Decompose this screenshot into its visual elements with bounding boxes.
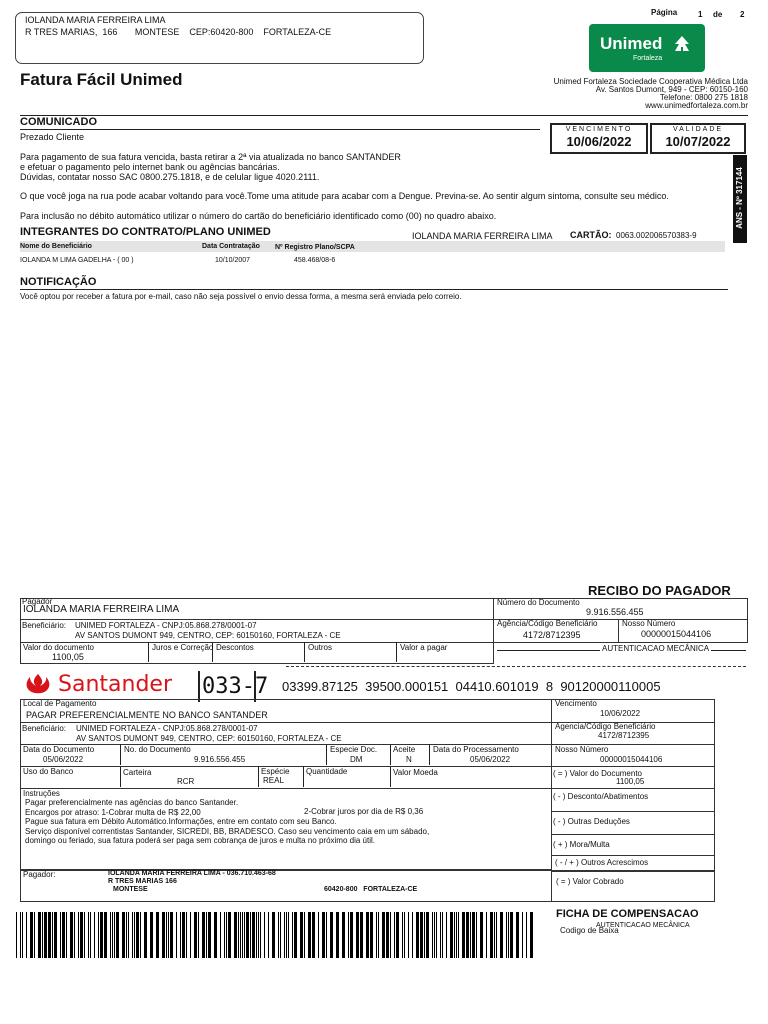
logo-text: Unimed bbox=[600, 34, 663, 53]
barcode-bar bbox=[480, 912, 483, 958]
barcode-bar bbox=[150, 912, 153, 958]
barcode-bar bbox=[208, 912, 211, 958]
comunicado-underline bbox=[20, 129, 540, 130]
barcode-bar bbox=[330, 912, 333, 958]
barcode-bar bbox=[206, 912, 207, 958]
pagador-label: Pagador: bbox=[23, 870, 56, 879]
barcode-bar bbox=[34, 912, 35, 958]
barcode-bar bbox=[326, 912, 327, 958]
barcode-bar bbox=[176, 912, 177, 958]
addressee-address: R TRES MARIAS, 166 MONTESE CEP:60420-800 FORTALEZA-CE bbox=[25, 27, 332, 37]
barcode-bar bbox=[396, 912, 399, 958]
barcode-bar bbox=[16, 912, 17, 958]
integrantes-header-bar bbox=[20, 241, 725, 252]
especie-label: Especie Doc. bbox=[330, 745, 378, 754]
recibo-juros-label: Juros e Correção bbox=[152, 643, 214, 652]
pagador-box bbox=[20, 870, 552, 902]
carteira-value: RCR bbox=[177, 777, 195, 786]
barcode-bar bbox=[226, 912, 227, 958]
barcode-bar bbox=[202, 912, 205, 958]
notificacao-text: Você optou por receber a fatura por e-mail, caso não seja possível o envio dessa forma, a mesma será enviada pelo correio. bbox=[20, 292, 462, 301]
agencia-value: 4172/8712395 bbox=[598, 731, 650, 740]
barcode-bar bbox=[182, 912, 185, 958]
dataproc-value: 05/06/2022 bbox=[470, 755, 511, 764]
barcode-bar bbox=[22, 912, 23, 958]
barcode-bar bbox=[144, 912, 147, 958]
barcode-bar bbox=[198, 912, 199, 958]
barcode-bar bbox=[98, 912, 99, 958]
especie2-label: Espécie bbox=[261, 767, 290, 776]
barcode-bar bbox=[500, 912, 503, 958]
comunicado-greeting: Prezado Cliente bbox=[20, 132, 85, 142]
santander-wordmark: Santander bbox=[58, 672, 172, 697]
vencimento-date: 10/06/2022 bbox=[566, 134, 632, 149]
barcode-bar bbox=[180, 912, 181, 958]
header-divider bbox=[20, 115, 748, 116]
barcode-bar bbox=[38, 912, 41, 958]
recibo-valor: 1100,05 bbox=[52, 652, 84, 662]
barcode-bar bbox=[436, 912, 437, 958]
barcode-bar bbox=[510, 912, 513, 958]
row-divider bbox=[120, 744, 121, 765]
codigo-baixa: Codigo de Baixa bbox=[560, 926, 619, 935]
barcode-bar bbox=[128, 912, 129, 958]
barcode-bar bbox=[238, 912, 239, 958]
recibo-agencia: 4172/8712395 bbox=[523, 630, 581, 640]
barcode-bar bbox=[408, 912, 409, 958]
row-divider bbox=[390, 744, 391, 765]
pagador-line3b: 60420-800 FORTALEZA-CE bbox=[324, 886, 418, 893]
barcode-bar bbox=[300, 912, 303, 958]
barcode-bar bbox=[168, 912, 169, 958]
barcode-bar bbox=[250, 912, 251, 958]
card-number: 0063.002006570383-9 bbox=[616, 231, 697, 240]
uso-label: Uso do Banco bbox=[23, 767, 74, 776]
cobrado-box bbox=[551, 870, 715, 902]
barcode-bar bbox=[386, 912, 389, 958]
recibo-valor-label: Valor do documento bbox=[23, 643, 95, 652]
linha-digitavel: 03399.87125 39500.000151 04410.601019 8 90120000110005 bbox=[282, 679, 661, 694]
barcode-bar bbox=[402, 912, 403, 958]
santander-flame-icon bbox=[22, 672, 54, 698]
ans-badge bbox=[733, 155, 747, 243]
barcode-bar bbox=[136, 912, 139, 958]
barcode-bar bbox=[110, 912, 111, 958]
recibo-autenticacao: AUTENTICACAO MECÂNICA bbox=[602, 644, 710, 653]
barcode-bar bbox=[370, 912, 373, 958]
barcode-bar bbox=[440, 912, 441, 958]
barcode bbox=[16, 912, 536, 958]
validade-box bbox=[650, 123, 746, 154]
outros-acr-label: ( - / + ) Outros Acrescimos bbox=[555, 858, 649, 867]
barcode-bar bbox=[20, 912, 21, 958]
barcode-bar bbox=[416, 912, 419, 958]
barcode-bar bbox=[278, 912, 279, 958]
barcode-bar bbox=[404, 912, 405, 958]
instrucao-juros: 2-Cobrar juros por dia de R$ 0,36 bbox=[304, 807, 424, 816]
bank-code: 033-7 bbox=[202, 674, 269, 699]
venc-value: 10/06/2022 bbox=[600, 709, 641, 718]
barcode-bar bbox=[234, 912, 237, 958]
comunicado-p2: O que você joga na rua pode acabar voltando para você.Tome uma atitude para acabar com a Dengue. Previna-se. Ao sentir algum sintoma, consulte seu médico. bbox=[20, 191, 669, 201]
recibo-title: RECIBO DO PAGADOR bbox=[588, 583, 731, 598]
barcode-bar bbox=[288, 912, 289, 958]
barcode-bar bbox=[114, 912, 115, 958]
instrucao-line: Pague sua fatura em Débito Automático.Informações, entre em contato com seu Banco. bbox=[25, 817, 337, 826]
logo-divider bbox=[198, 671, 200, 702]
benef-line1: UNIMED FORTALEZA - CNPJ:05.868.278/0001-07 bbox=[76, 724, 258, 733]
logo-sub: Fortaleza bbox=[633, 55, 663, 62]
barcode-bar bbox=[112, 912, 113, 958]
barcode-bar bbox=[242, 912, 243, 958]
row-divider bbox=[303, 766, 304, 787]
barcode-bar bbox=[252, 912, 255, 958]
comunicado-p1-line: Para pagamento de sua fatura vencida, basta retirar a 2ª via atualizada no banco SANTANDER bbox=[20, 152, 401, 162]
barcode-bar bbox=[308, 912, 311, 958]
barcode-bar bbox=[140, 912, 141, 958]
addressee-name: IOLANDA MARIA FERREIRA LIMA bbox=[25, 15, 166, 25]
dataproc-label: Data do Processamento bbox=[433, 745, 519, 754]
comunicado-p1-line: Dúvidas, contatar nosso SAC 0800.275.1818, e de celular ligue 4020.2111. bbox=[20, 172, 320, 182]
barcode-bar bbox=[382, 912, 385, 958]
barcode-bar bbox=[508, 912, 509, 958]
page-total: 2 bbox=[740, 10, 745, 19]
barcode-bar bbox=[450, 912, 453, 958]
barcode-bar bbox=[260, 912, 261, 958]
company-line: www.unimedfortaleza.com.br bbox=[645, 101, 748, 110]
row-divider bbox=[326, 744, 327, 765]
barcode-bar bbox=[62, 912, 65, 958]
barcode-bar bbox=[256, 912, 257, 958]
barcode-bar bbox=[442, 912, 443, 958]
barcode-bar bbox=[516, 912, 519, 958]
barcode-bar bbox=[80, 912, 83, 958]
barcode-bar bbox=[420, 912, 423, 958]
barcode-bar bbox=[454, 912, 455, 958]
barcode-bar bbox=[462, 912, 465, 958]
especie2-value: REAL bbox=[263, 776, 284, 785]
barcode-bar bbox=[434, 912, 435, 958]
desconto-label: ( - ) Desconto/Abatimentos bbox=[553, 792, 649, 801]
nosso-label: Nosso Número bbox=[555, 745, 609, 754]
col-data-contratacao: Data Contratação bbox=[202, 243, 260, 250]
venc-label: Vencimento bbox=[555, 699, 597, 708]
row-divider bbox=[390, 766, 391, 787]
barcode-bar bbox=[88, 912, 89, 958]
row-beneficiario: IOLANDA M LIMA GADELHA - ( 00 ) bbox=[20, 257, 134, 264]
barcode-bar bbox=[134, 912, 135, 958]
integrantes-title: INTEGRANTES DO CONTRATO/PLANO UNIMED bbox=[20, 226, 271, 238]
recibo-apagar-label: Valor a pagar bbox=[400, 643, 448, 652]
barcode-bar bbox=[66, 912, 67, 958]
valordoc-value: 1100,05 bbox=[616, 777, 645, 786]
barcode-bar bbox=[126, 912, 127, 958]
barcode-bar bbox=[26, 912, 27, 958]
comunicado-p3: Para inclusão no débito automático utilizar o número do cartão do beneficiário identificado como (00) no quadro abaixo. bbox=[20, 211, 497, 221]
row-data-contratacao: 10/10/2007 bbox=[215, 257, 251, 264]
barcode-bar bbox=[194, 912, 197, 958]
barcode-bar bbox=[78, 912, 79, 958]
barcode-bar bbox=[294, 912, 297, 958]
barcode-bar bbox=[472, 912, 475, 958]
local-pagamento: PAGAR PREFERENCIALMENTE NO BANCO SANTANDER bbox=[26, 710, 268, 720]
barcode-bar bbox=[90, 912, 91, 958]
recibo-benef-line1: UNIMED FORTALEZA - CNPJ:05.868.278/0001-07 bbox=[75, 621, 257, 630]
barcode-bar bbox=[244, 912, 245, 958]
recibo-divider bbox=[396, 642, 397, 662]
barcode-bar bbox=[286, 912, 287, 958]
barcode-bar bbox=[100, 912, 103, 958]
barcode-bar bbox=[214, 912, 217, 958]
barcode-bar bbox=[342, 912, 345, 958]
valordoc-label: ( = ) Valor do Documento bbox=[553, 769, 643, 778]
barcode-bar bbox=[170, 912, 173, 958]
row-divider bbox=[429, 744, 430, 765]
barcode-bar bbox=[350, 912, 353, 958]
notificacao-title: NOTIFICAÇÃO bbox=[20, 276, 97, 288]
especie-value: DM bbox=[350, 755, 363, 764]
company-line: Av. Santos Dumont, 949 - CEP: 60150-160 bbox=[595, 85, 748, 94]
barcode-bar bbox=[494, 912, 495, 958]
nodoc-value: 9.916.556.455 bbox=[194, 755, 246, 764]
mora-label: ( + ) Mora/Multa bbox=[553, 840, 610, 849]
barcode-bar bbox=[258, 912, 259, 958]
barcode-bar bbox=[426, 912, 429, 958]
col-registro: Nº Registro Plano/SCPA bbox=[275, 244, 355, 251]
row-divider bbox=[258, 766, 259, 787]
recibo-divider bbox=[304, 642, 305, 662]
logo-tree-icon bbox=[673, 35, 691, 53]
barcode-bar bbox=[312, 912, 315, 958]
barcode-bar bbox=[526, 912, 527, 958]
barcode-bar bbox=[530, 912, 533, 958]
barcode-bar bbox=[190, 912, 191, 958]
qtd-label: Quantidade bbox=[306, 767, 348, 776]
barcode-bar bbox=[356, 912, 359, 958]
vencimento-label: VENCIMENTO bbox=[565, 126, 633, 133]
santander-logo bbox=[18, 671, 196, 699]
recibo-outros-label: Outros bbox=[308, 643, 333, 652]
barcode-bar bbox=[220, 912, 221, 958]
barcode-bar bbox=[52, 912, 53, 958]
barcode-bar bbox=[224, 912, 225, 958]
barcode-bar bbox=[318, 912, 319, 958]
vencimento-box bbox=[550, 123, 648, 154]
recibo-agencia-label: Agência/Código Beneficiário bbox=[497, 619, 598, 628]
pagador-line3a: MONTESE bbox=[113, 886, 148, 893]
barcode-bar bbox=[496, 912, 497, 958]
carteira-label: Carteira bbox=[123, 768, 152, 777]
barcode-bar bbox=[446, 912, 447, 958]
validade-date: 10/07/2022 bbox=[665, 134, 731, 149]
row-divider bbox=[120, 766, 121, 787]
barcode-bar bbox=[458, 912, 459, 958]
barcode-bar bbox=[486, 912, 487, 958]
col-beneficiario: Nome do Beneficiário bbox=[20, 243, 92, 250]
instrucoes-text bbox=[25, 798, 429, 846]
barcode-bar bbox=[376, 912, 377, 958]
unimed-logo bbox=[589, 24, 705, 72]
recibo-benef-line2: AV SANTOS DUMONT 949, CENTRO, CEP: 60150160, FORTALEZA - CE bbox=[75, 631, 341, 640]
barcode-bar bbox=[470, 912, 471, 958]
barcode-bar bbox=[432, 912, 433, 958]
nosso-value: 00000015044106 bbox=[600, 755, 663, 764]
recibo-pagador-label: Pagador bbox=[22, 597, 53, 606]
page-label: Página bbox=[651, 8, 678, 17]
barcode-bar bbox=[466, 912, 469, 958]
local-label: Local de Pagamento bbox=[23, 699, 97, 708]
nodoc-label: No. do Documento bbox=[124, 745, 191, 754]
barcode-bar bbox=[74, 912, 75, 958]
barcode-bar bbox=[522, 912, 523, 958]
instrucao-line: Pagar preferencialmente nas agências do banco Santander. bbox=[25, 798, 239, 807]
agencia-label: Agencia/Código Beneficiário bbox=[555, 722, 656, 731]
barcode-bar bbox=[166, 912, 167, 958]
benef-label: Beneficiário: bbox=[22, 724, 67, 733]
barcode-bar bbox=[60, 912, 61, 958]
barcode-bar bbox=[48, 912, 51, 958]
recibo-descontos-label: Descontos bbox=[216, 643, 254, 652]
outras-ded-label: ( - ) Outras Deduções bbox=[553, 817, 630, 826]
barcode-bar bbox=[360, 912, 363, 958]
company-line: Telefone: 0800 275 1818 bbox=[659, 93, 748, 102]
barcode-bar bbox=[506, 912, 507, 958]
barcode-bar bbox=[54, 912, 57, 958]
integrantes-holder: IOLANDA MARIA FERREIRA LIMA bbox=[412, 231, 553, 241]
barcode-bar bbox=[264, 912, 265, 958]
barcode-bar bbox=[268, 912, 269, 958]
instrucao-line: Serviço disponível correntistas Santander, SICREDI, BB, BRADESCO. Caso seu vencimento caia em um sábado, bbox=[25, 826, 430, 836]
ficha-title: FICHA DE COMPENSACAO bbox=[556, 908, 699, 920]
cut-line bbox=[286, 666, 746, 667]
barcode-bar bbox=[30, 912, 33, 958]
barcode-bar bbox=[292, 912, 293, 958]
barcode-bar bbox=[456, 912, 457, 958]
aceite-value: N bbox=[406, 755, 412, 764]
card-label: CARTÃO: bbox=[570, 230, 612, 240]
barcode-bar bbox=[84, 912, 85, 958]
row-registro: 458.468/08-6 bbox=[294, 257, 336, 264]
barcode-bar bbox=[424, 912, 425, 958]
recibo-nosso-label: Nosso Número bbox=[622, 619, 676, 628]
comunicado-p1 bbox=[20, 152, 401, 182]
barcode-bar bbox=[156, 912, 159, 958]
barcode-bar bbox=[476, 912, 477, 958]
recibo-numdoc: 9.916.556.455 bbox=[586, 607, 644, 617]
barcode-bar bbox=[94, 912, 95, 958]
barcode-bar bbox=[44, 912, 47, 958]
pagador-line1: IOLANDA MARIA FERREIRA LIMA - 036.710.463-68 bbox=[108, 870, 276, 877]
barcode-bar bbox=[70, 912, 73, 958]
aceite-label: Aceite bbox=[393, 745, 416, 754]
instrucao-line: Encargos por atraso: 1-Cobrar multa de R$ 22,00 bbox=[25, 807, 201, 817]
recibo-pagador: IOLANDA MARIA FERREIRA LIMA bbox=[23, 604, 180, 615]
barcode-bar bbox=[122, 912, 125, 958]
barcode-bar bbox=[304, 912, 305, 958]
barcode-bar bbox=[162, 912, 165, 958]
instrucao-line: domingo ou feriado, sua fatura poderá ser paga sem cobrança de juros e multa no próximo dia útil. bbox=[25, 836, 375, 845]
recibo-benef-label: Beneficiário: bbox=[22, 621, 67, 630]
benef-line2: AV SANTOS DUMONT 949, CENTRO, CEP: 60150160, FORTALEZA - CE bbox=[76, 734, 342, 743]
page-of: de bbox=[713, 10, 723, 19]
barcode-bar bbox=[42, 912, 43, 958]
code-divider bbox=[254, 671, 256, 702]
barcode-bar bbox=[186, 912, 187, 958]
notificacao-underline bbox=[20, 289, 728, 290]
barcode-bar bbox=[412, 912, 413, 958]
ans-text: ANS - Nº 317144 bbox=[735, 167, 744, 229]
page-number: 1 bbox=[698, 10, 703, 19]
barcode-bar bbox=[246, 912, 249, 958]
barcode-bar bbox=[322, 912, 325, 958]
page-title: Fatura Fácil Unimed bbox=[20, 70, 183, 89]
recibo-nosso: 00000015044106 bbox=[641, 629, 712, 639]
barcode-bar bbox=[390, 912, 391, 958]
pagador-line2: R TRES MARIAS 166 bbox=[108, 878, 177, 885]
company-line: Unimed Fortaleza Sociedade Cooperativa Médica Ltda bbox=[553, 77, 748, 86]
barcode-bar bbox=[104, 912, 107, 958]
cobrado-label: ( = ) Valor Cobrado bbox=[556, 877, 624, 886]
barcode-bar bbox=[280, 912, 281, 958]
valormoeda-label: Valor Moeda bbox=[393, 768, 438, 777]
barcode-bar bbox=[132, 912, 133, 958]
comunicado-p1-line: e efetuar o pagamento pelo internet bank ou agências bancárias. bbox=[20, 162, 280, 172]
barcode-bar bbox=[490, 912, 493, 958]
barcode-bar bbox=[116, 912, 119, 958]
barcode-bar bbox=[336, 912, 339, 958]
barcode-bar bbox=[272, 912, 275, 958]
recibo-divider bbox=[148, 642, 149, 662]
barcode-bar bbox=[284, 912, 285, 958]
datadoc-label: Data do Documento bbox=[23, 745, 95, 754]
datadoc-value: 05/06/2022 bbox=[43, 755, 84, 764]
barcode-bar bbox=[378, 912, 379, 958]
recibo-numdoc-label: Número do Documento bbox=[497, 598, 580, 607]
company-info bbox=[545, 78, 748, 110]
barcode-bar bbox=[366, 912, 369, 958]
validade-label: VALIDADE bbox=[672, 126, 724, 133]
comunicado-title: COMUNICADO bbox=[20, 116, 97, 128]
instrucoes-label: Instruções bbox=[23, 789, 60, 798]
barcode-bar bbox=[348, 912, 349, 958]
ficha-autenticacao: AUTENTICACAO MECÂNICA bbox=[596, 922, 690, 929]
barcode-bar bbox=[228, 912, 231, 958]
barcode-bar bbox=[240, 912, 241, 958]
barcode-bar bbox=[394, 912, 395, 958]
